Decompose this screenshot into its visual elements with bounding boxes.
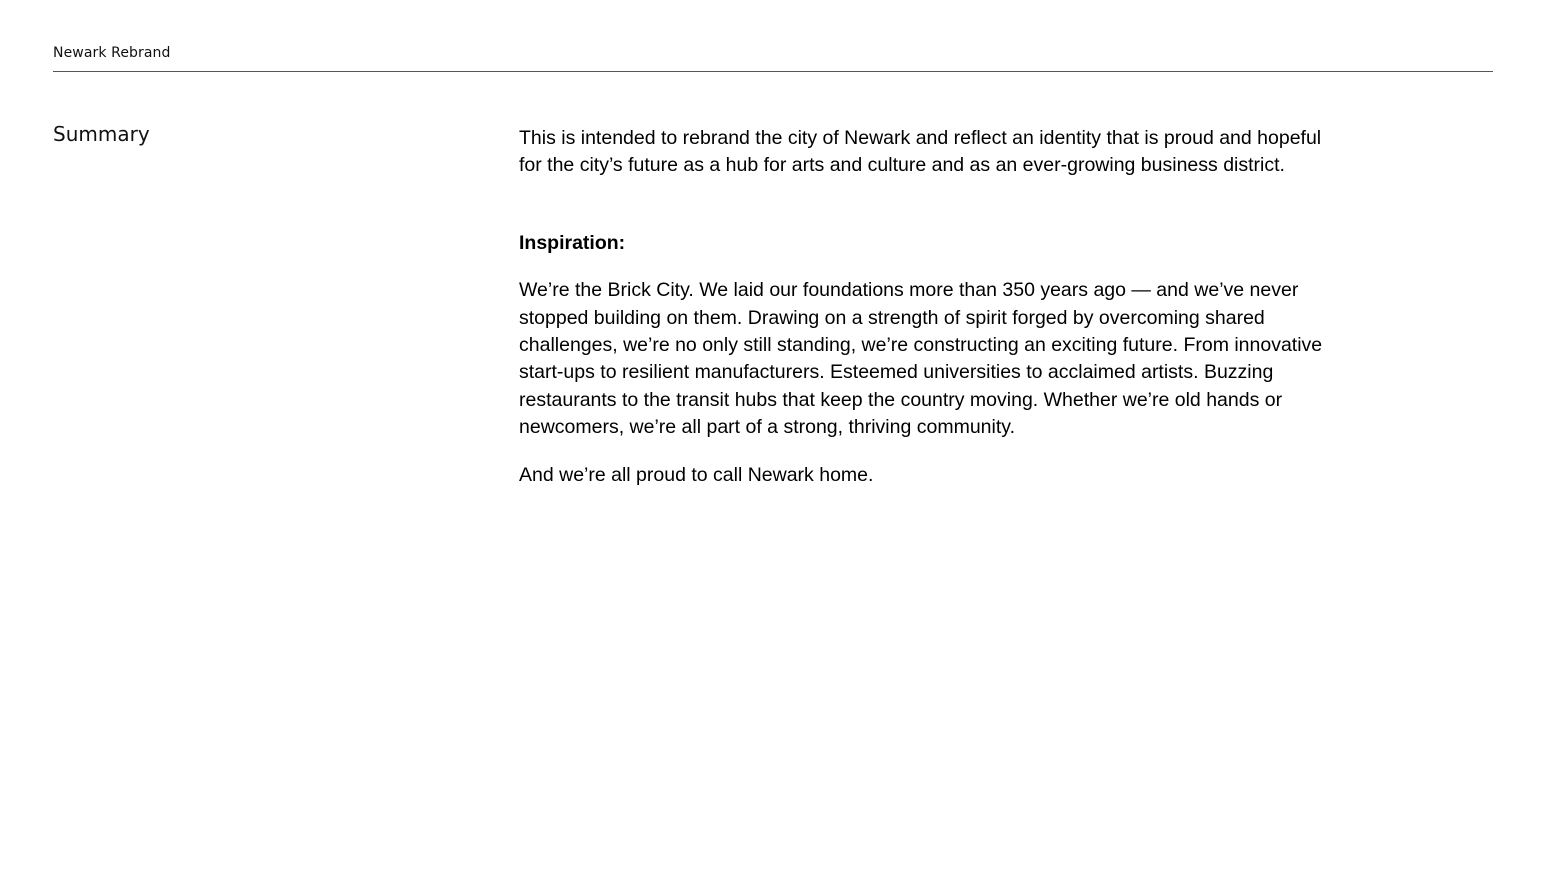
summary-content xyxy=(519,125,1324,489)
closing-paragraph: And we’re all proud to call Newark home. xyxy=(519,463,874,486)
summary-intro-paragraph: This is intended to rebrand the city of Newark and reflect an identity that is proud and hopeful for the city’s future as a hub for arts and culture and as an ever-growing business district. xyxy=(519,127,1322,177)
header-divider xyxy=(53,71,1493,72)
inspiration-label: Inspiration: xyxy=(519,231,626,254)
section-heading-summary: Summary xyxy=(53,122,150,146)
document-title: Newark Rebrand xyxy=(53,45,171,61)
inspiration-paragraph: We’re the Brick City. We laid our foundations more than 350 years ago — and we’ve never stopped building on them. Drawing on a strength of spirit forged by overcoming shared challenges, we’re no only still standing, we’re constructing an exciting future. From innovative start-ups to resilient manufacturers. Esteemed universities to acclaimed artists. Buzzing restaurants to the transit hubs that keep the country moving. Whether we’re old hands or newcomers, we’re all part of a strong, thriving community. xyxy=(519,279,1323,439)
